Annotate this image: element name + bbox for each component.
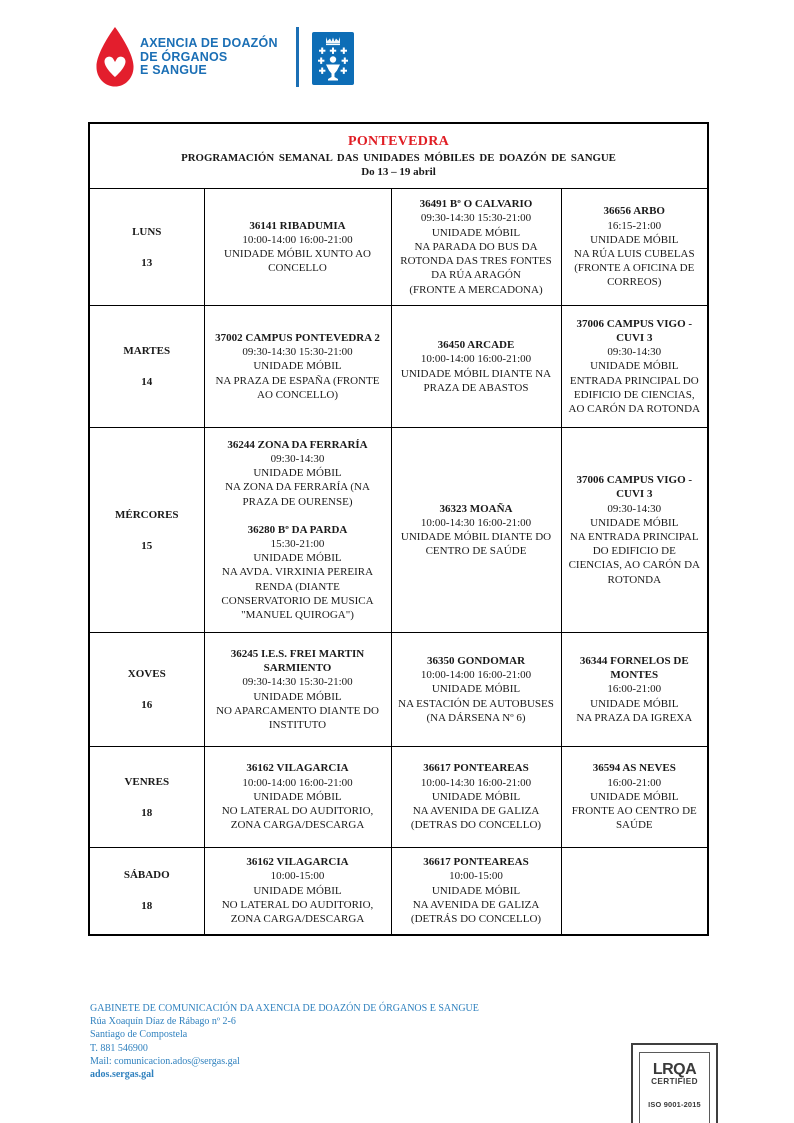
day-name: LUNS bbox=[132, 225, 162, 238]
contact-department: GABINETE DE COMUNICACIÓN DA AXENCIA DE DOAZÓN DE ÓRGANOS E SANGUE bbox=[90, 1003, 479, 1014]
unit-hours: 09:30-14:30 bbox=[607, 346, 662, 359]
unit-code-and-town: 36656 ARBO bbox=[603, 205, 665, 218]
donation-unit-entry bbox=[210, 523, 386, 622]
unit-code-and-town: 36344 FORNELOS DE MONTES bbox=[579, 654, 689, 682]
unit-location-line: NA PRAZA DE ESPAÑA (FRONTE AO CONCELLO) bbox=[215, 374, 380, 401]
day-cell bbox=[89, 848, 204, 935]
unit-hours: 16:15-21:00 bbox=[607, 219, 662, 232]
unit-location-line: NA ENTRADA PRINCIPAL DO EDIFICIO DE CIENCIAS, AO CARÓN DA ROTONDA bbox=[568, 531, 700, 586]
unit-location-line: UNIDADE MÓBIL bbox=[590, 233, 679, 246]
iso-standard-label: ISO 9001-2015 bbox=[648, 1100, 701, 1109]
day-number: 18 bbox=[141, 900, 153, 913]
lrqa-badge-inner-frame bbox=[639, 1052, 710, 1123]
donation-unit-entry bbox=[567, 654, 703, 725]
unit-code-and-town: 36141 RIBADUMIA bbox=[249, 219, 346, 232]
unit-location-line: UNIDADE MÓBIL bbox=[253, 790, 342, 803]
unit-code-and-town: 36491 Bº O CALVARIO bbox=[419, 198, 533, 211]
schedule-cell bbox=[204, 633, 391, 747]
unit-location-line: UNIDADE MÓBIL bbox=[590, 360, 679, 373]
unit-code-and-town: 36350 GONDOMAR bbox=[426, 654, 526, 667]
unit-hours: 09:30-14:30 bbox=[607, 502, 662, 515]
schedule-cell bbox=[204, 428, 391, 633]
unit-code-and-town: 37006 CAMPUS VIGO - CUVI 3 bbox=[576, 317, 693, 344]
donation-unit-entry bbox=[210, 761, 386, 832]
schedule-cell bbox=[391, 428, 561, 633]
unit-location-line: NO APARCAMENTO DIANTE DO INSTITUTO bbox=[216, 704, 379, 731]
unit-location-line: ENTRADA PRINCIPAL DO EDIFICIO DE CIENCIAS, AO CARÓN DA ROTONDA bbox=[568, 374, 701, 415]
donation-unit-entry bbox=[397, 502, 556, 559]
day-cell bbox=[89, 306, 204, 428]
day-name: SÁBADO bbox=[123, 869, 170, 882]
schedule-row bbox=[89, 633, 708, 747]
schedule-cell bbox=[204, 306, 391, 428]
unit-location-line: (FRONTE A MERCADONA) bbox=[409, 283, 543, 296]
unit-code-and-town: 36244 ZONA DA FERRARÍA bbox=[227, 438, 368, 451]
unit-code-and-town: 36450 ARCADE bbox=[437, 339, 515, 352]
table-header-row bbox=[89, 123, 708, 189]
unit-location-line: UNIDADE MÓBIL DIANTE DO CENTRO DE SAÚDE bbox=[400, 531, 552, 558]
day-number: 18 bbox=[141, 806, 153, 819]
day-cell bbox=[89, 428, 204, 633]
unit-location-line: NA PARADA DO BUS DA ROTONDA DAS TRES FONTES DA RÚA ARAGÓN bbox=[400, 240, 552, 282]
unit-hours: 10:00-15:00 bbox=[449, 870, 503, 883]
schedule-cell bbox=[204, 747, 391, 848]
unit-hours: 16:00-21:00 bbox=[607, 776, 662, 789]
day-number: 14 bbox=[141, 376, 153, 388]
unit-hours: 10:00-14:00 16:00-21:00 bbox=[420, 669, 532, 682]
unit-hours: 15:30-21:00 bbox=[270, 538, 325, 550]
schedule-cell bbox=[561, 306, 708, 428]
unit-code-and-town: 36245 I.E.S. FREI MARTIN SARMIENTO bbox=[230, 647, 365, 675]
unit-code-and-town: 36617 PONTEAREAS bbox=[423, 762, 529, 775]
donation-unit-entry bbox=[567, 473, 703, 587]
unit-hours: 10:00-14:30 16:00-21:00 bbox=[420, 516, 532, 529]
schedule-cell bbox=[561, 189, 708, 306]
donation-unit-entry bbox=[567, 317, 703, 416]
contact-website-link[interactable]: ados.sergas.gal bbox=[90, 1069, 154, 1081]
day-cell bbox=[89, 747, 204, 848]
unit-hours: 10:00-14:00 16:00-21:00 bbox=[242, 776, 353, 789]
unit-hours: 09:30-14:30 15:30-21:00 bbox=[242, 676, 353, 689]
schedule-cell bbox=[391, 747, 561, 848]
donation-unit-entry bbox=[210, 438, 386, 509]
schedule-cell bbox=[391, 633, 561, 747]
unit-location-line: UNIDADE MÓBIL bbox=[253, 690, 342, 703]
unit-location-line: (FRONTE A OFICINA DE CORREOS) bbox=[574, 262, 695, 289]
unit-location-line: NO LATERAL DO AUDITORIO, ZONA CARGA/DESCARGA bbox=[221, 805, 374, 832]
donation-unit-entry bbox=[397, 855, 556, 926]
donation-unit-entry bbox=[210, 219, 386, 276]
brand-divider bbox=[296, 27, 299, 87]
unit-hours: 10:00-14:00 16:00-21:00 bbox=[420, 353, 532, 366]
donation-unit-entry bbox=[567, 761, 703, 832]
day-cell bbox=[89, 189, 204, 306]
unit-code-and-town: 36617 PONTEAREAS bbox=[423, 856, 529, 869]
unit-location-line: NA ZONA DA FERRARÍA (NA PRAZA DE OURENSE) bbox=[225, 481, 370, 508]
unit-hours: 10:00-15:00 bbox=[270, 870, 325, 883]
unit-location-line: NA AVENIDA DE GALIZA (DETRAS DO CONCELLO) bbox=[410, 805, 542, 832]
day-name: MARTES bbox=[123, 345, 171, 357]
lrqa-logo-text: LRQA bbox=[652, 1061, 697, 1078]
donation-unit-entry bbox=[210, 647, 386, 732]
date-range: Do 13 – 19 abril bbox=[361, 166, 436, 178]
contact-block bbox=[90, 1002, 479, 1081]
unit-code-and-town: 37006 CAMPUS VIGO - CUVI 3 bbox=[576, 474, 693, 501]
blood-drop-heart-icon bbox=[96, 27, 134, 87]
unit-location-line: UNIDADE MÓBIL bbox=[431, 884, 521, 897]
unit-location-line: UNIDADE MÓBIL bbox=[253, 884, 342, 897]
unit-location-line: UNIDADE MÓBIL bbox=[431, 683, 521, 696]
lrqa-certified-label: CERTIFIED bbox=[651, 1077, 698, 1086]
unit-code-and-town: 36280 Bº DA PARDA bbox=[247, 523, 348, 536]
lrqa-certification-badge bbox=[631, 1043, 718, 1123]
unit-hours: 10:00-14:30 16:00-21:00 bbox=[420, 776, 532, 789]
agency-name-line: AXENCIA DE DOAZÓN bbox=[140, 36, 278, 50]
agency-name-line: E SANGUE bbox=[140, 63, 207, 77]
unit-location-line: NA AVDA. VIRXINIA PEREIRA RENDA (DIANTE CONSERVATORIO DE MUSICA "MANUEL QUIROGA") bbox=[221, 566, 374, 622]
schedule-row bbox=[89, 428, 708, 633]
unit-hours: 09:30-14:30 bbox=[270, 452, 325, 465]
schedule-cell bbox=[561, 848, 708, 935]
donation-unit-entry bbox=[397, 197, 556, 296]
day-name: MÉRCORES bbox=[114, 508, 179, 521]
agency-name-line: DE ÓRGANOS bbox=[140, 49, 228, 64]
schedule-cell bbox=[561, 428, 708, 633]
unit-location-line: UNIDADE MÓBIL bbox=[253, 552, 342, 565]
donation-unit-entry bbox=[210, 331, 386, 402]
unit-code-and-town: 37002 CAMPUS PONTEVEDRA 2 bbox=[215, 331, 380, 344]
schedule-cell bbox=[204, 189, 391, 306]
unit-hours: 09:30-14:30 15:30-21:00 bbox=[242, 346, 353, 359]
day-number: 16 bbox=[141, 699, 153, 711]
unit-location-line: FRONTE AO CENTRO DE SAÚDE bbox=[571, 805, 697, 832]
unit-code-and-town: 36323 MOAÑA bbox=[439, 502, 513, 515]
schedule-table bbox=[88, 122, 709, 936]
table-subtitle: PROGRAMACIÓN SEMANAL DAS UNIDADES MÓBILES DE DOAZÓN DE SANGUE bbox=[181, 152, 616, 164]
day-cell bbox=[89, 633, 204, 747]
contact-street: Rúa Xoaquín Díaz de Rábago nº 2-6 bbox=[90, 1016, 236, 1028]
unit-location-line: NA RÚA LUIS CUBELAS bbox=[573, 248, 695, 260]
unit-code-and-town: 36594 AS NEVES bbox=[592, 762, 676, 775]
unit-location-line: UNIDADE MÓBIL DIANTE NA PRAZA DE ABASTOS bbox=[400, 367, 552, 394]
contact-city: Santiago de Compostela bbox=[90, 1029, 188, 1041]
unit-location-line: UNIDADE MÓBIL bbox=[590, 516, 679, 529]
schedule-row bbox=[89, 747, 708, 848]
unit-location-line: NA AVENIDA DE GALIZA (DETRÁS DO CONCELLO) bbox=[410, 898, 542, 926]
unit-location-line: UNIDADE MÓBIL bbox=[253, 467, 342, 480]
unit-location-line: NA ESTACIÓN DE AUTOBUSES bbox=[398, 697, 554, 710]
unit-location-line: NO LATERAL DO AUDITORIO, ZONA CARGA/DESCARGA bbox=[221, 898, 374, 926]
unit-hours: 16:00-21:00 bbox=[607, 683, 662, 696]
donation-unit-entry bbox=[210, 855, 386, 926]
unit-location-line: UNIDADE MÓBIL bbox=[431, 226, 521, 239]
day-name: VENRES bbox=[124, 775, 170, 788]
agency-name bbox=[140, 37, 278, 78]
schedule-row bbox=[89, 306, 708, 428]
schedule-cell bbox=[391, 306, 561, 428]
schedule-row bbox=[89, 189, 708, 306]
day-number: 15 bbox=[141, 539, 153, 552]
schedule-row bbox=[89, 848, 708, 935]
donation-unit-entry bbox=[397, 761, 556, 832]
unit-code-and-town: 36162 VILAGARCIA bbox=[246, 762, 349, 775]
unit-code-and-town: 36162 VILAGARCIA bbox=[246, 856, 349, 869]
unit-location-line: UNIDADE MÓBIL bbox=[590, 697, 679, 710]
schedule-cell bbox=[391, 189, 561, 306]
unit-location-line: UNIDADE MÓBIL bbox=[431, 790, 521, 803]
xunta-de-galicia-icon bbox=[312, 32, 354, 85]
schedule-cell bbox=[561, 633, 708, 747]
unit-location-line: UNIDADE MÓBIL bbox=[590, 790, 679, 803]
schedule-cell bbox=[204, 848, 391, 935]
schedule-cell bbox=[391, 848, 561, 935]
contact-phone: T. 881 546900 bbox=[90, 1042, 148, 1054]
unit-hours: 10:00-14:00 16:00-21:00 bbox=[242, 233, 353, 246]
day-name: XOVES bbox=[127, 668, 166, 680]
donation-unit-entry bbox=[397, 338, 556, 395]
day-number: 13 bbox=[141, 256, 153, 269]
contact-email-link[interactable]: Mail: comunicacion.ados@sergas.gal bbox=[90, 1055, 240, 1067]
province-title: PONTEVEDRA bbox=[348, 134, 450, 149]
donation-unit-entry bbox=[397, 654, 556, 725]
unit-location-line: UNIDADE MÓBIL bbox=[253, 360, 342, 373]
unit-location-line: UNIDADE MÓBIL XUNTO AO CONCELLO bbox=[224, 248, 371, 275]
schedule-cell bbox=[561, 747, 708, 848]
unit-hours: 09:30-14:30 15:30-21:00 bbox=[420, 212, 532, 225]
unit-location-line: NA PRAZA DA IGREXA bbox=[576, 711, 693, 724]
donation-unit-entry bbox=[567, 204, 703, 289]
table-header bbox=[89, 123, 708, 189]
brand-header bbox=[96, 27, 396, 91]
unit-location-line: (NA DÁRSENA Nº 6) bbox=[426, 711, 526, 724]
